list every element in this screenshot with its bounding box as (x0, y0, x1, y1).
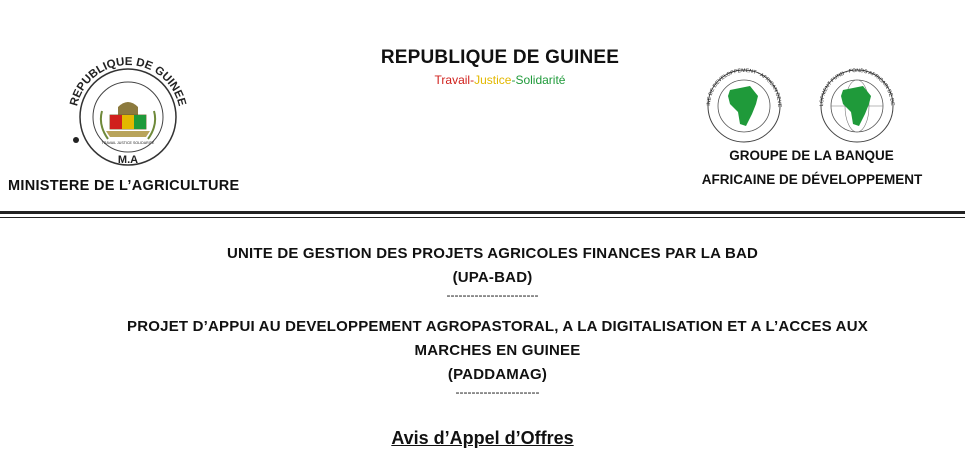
ministry-name: MINISTERE DE L’AGRICULTURE (8, 178, 240, 194)
svg-text:AFRICAN DEVELOPMENT FUND · FON: LOPMENT FUND · FONDS AFRICAIN DE DE (818, 67, 896, 107)
motto-justice: Justice (474, 73, 512, 87)
ministry-seal (58, 45, 198, 170)
header-divider-thin (0, 217, 965, 218)
notice-title (0, 428, 965, 449)
national-motto (350, 73, 650, 87)
motto-solidarity: Solidarité (515, 73, 566, 87)
svg-text:M.A: M.A (117, 154, 139, 166)
bank-name-line-2: AFRICAINE DE DÉVELOPPEMENT (701, 172, 923, 187)
motto-dash-1: - (470, 73, 475, 87)
project-acronym: (PADDAMAG) (447, 366, 548, 383)
separator-line: ----------------------- (446, 288, 539, 302)
svg-text:REPUBLIQUE DE GUINEE: REPUBLIQUE DE GUINEE (68, 55, 188, 108)
afdb-logos (700, 66, 915, 146)
bank-name-line-1: GROUPE DE LA BANQUE (729, 148, 894, 163)
afdb-globe-icon (700, 66, 915, 146)
project-title-line-2: MARCHES EN GUINEE (414, 342, 581, 359)
notice-title-text: Avis d’Appel d’Offres (391, 428, 574, 448)
project-title-line-1: PROJET D’APPUI AU DEVELOPPEMENT AGROPASTORAL, A LA DIGITALISATION ET A L’ACCES AUX (127, 318, 868, 335)
separator-line: --------------------- (455, 385, 540, 399)
svg-text:BANQUE AFRICAINE DE DEVELOPPEM: INE DE DEVELOPPEMENT · AFRICAN DEVE (705, 67, 783, 108)
unit-title: UNITE DE GESTION DES PROJETS AGRICOLES FINANCES PAR LA BAD (226, 245, 759, 262)
guinea-seal-icon (58, 45, 198, 170)
svg-text:TRAVAIL JUSTICE SOLIDARITE: TRAVAIL JUSTICE SOLIDARITE (101, 141, 155, 145)
header-divider-thick (0, 211, 965, 214)
motto-dash-2: - (511, 73, 516, 87)
motto-work: Travail (434, 73, 471, 87)
unit-acronym: (UPA-BAD) (452, 269, 533, 286)
country-title: REPUBLIQUE DE GUINEE (380, 47, 620, 68)
